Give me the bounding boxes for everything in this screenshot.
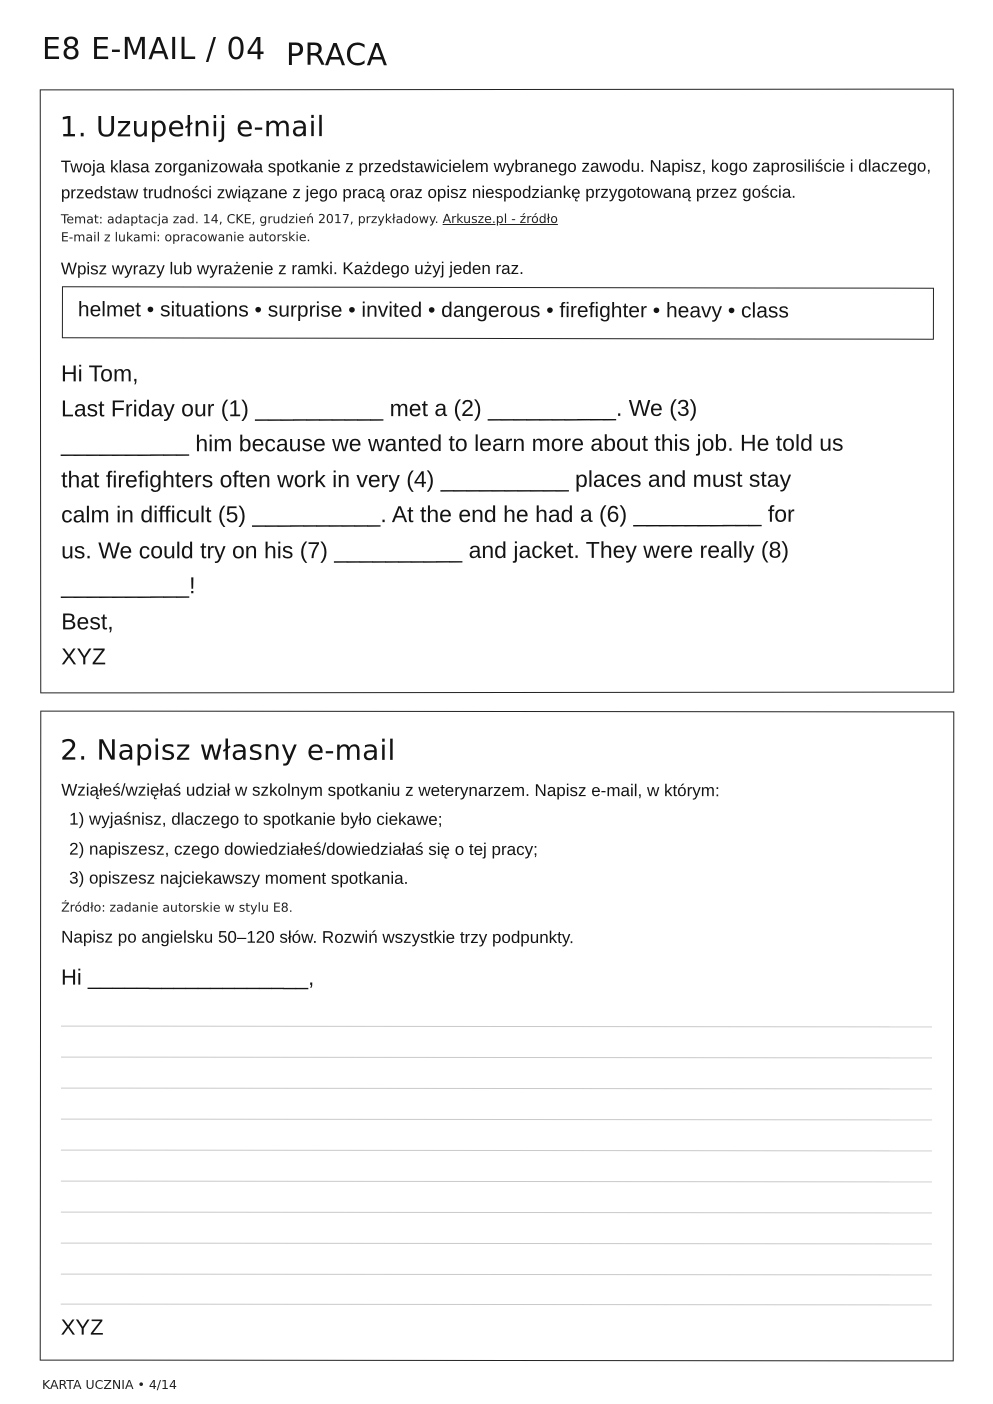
worksheet-code: E8 E-MAIL / 04	[42, 32, 266, 67]
task1-panel	[40, 89, 955, 694]
writing-line[interactable]	[61, 1274, 932, 1276]
task2-source: Źródło: zadanie autorskie w stylu E8.	[61, 899, 293, 915]
email-line: Last Friday our (1) __________ met a (2) __________. We (3)	[61, 394, 698, 422]
task2-signature: XYZ	[60, 1314, 104, 1340]
task1-instruction: Twoja klasa zorganizowała spotkanie z przedstawicielem wybranego zawodu. Napisz, kogo zaprosiliście i dlaczego, przedstaw trudności związane z jego pracą oraz opisz niespodziankę przygotowaną przez gościa.	[60, 156, 932, 203]
task1-source-line	[61, 210, 558, 227]
task2-point-3: 3) opiszesz najciekawszy moment spotkania.	[69, 868, 409, 888]
page-footer: KARTA UCZNIA • 4/14	[42, 1377, 177, 1392]
email-line: that firefighters often work in very (4) __________ places and must stay	[61, 465, 792, 493]
task2-title: 2. Napisz własny e-mail	[60, 733, 396, 767]
word-bank-box	[62, 286, 934, 340]
writing-line[interactable]	[61, 1181, 932, 1183]
task1-source-text: Temat: adaptacja zad. 14, CKE, grudzień 2017, przykładowy.	[60, 211, 439, 227]
writing-line[interactable]	[61, 1119, 932, 1121]
writing-line[interactable]	[61, 1150, 932, 1152]
task1-source-note: E-mail z lukami: opracowanie autorskie.	[60, 229, 311, 245]
email-line: XYZ	[61, 643, 106, 670]
task1-box-instruction: Wpisz wyrazy lub wyrażenie z ramki. Każdego użyj jeden raz.	[60, 258, 524, 279]
worksheet-topic: PRACA	[286, 38, 388, 73]
email-line: calm in difficult (5) __________. At the end he had a (6) __________ for	[61, 500, 795, 528]
task2-point-2: 2) napiszesz, czego dowiedziałeś/dowiedziałaś się o tej pracy;	[69, 839, 538, 860]
writing-line[interactable]	[61, 1304, 932, 1306]
task1-title: 1. Uzupełnij e-mail	[59, 110, 325, 144]
word-bank: helmet • situations • surprise • invited • dangerous • firefighter • heavy • class	[77, 298, 789, 323]
writing-line[interactable]	[61, 1057, 932, 1059]
email-line: us. We could try on his (7) __________ and jacket. They were really (8)	[61, 536, 790, 564]
email-line: Hi Tom,	[60, 360, 139, 387]
writing-line[interactable]	[61, 1088, 932, 1090]
email-line: __________ him because we wanted to learn more about this job. He told us	[61, 429, 844, 457]
task2-instruction: Wziąłeś/wzięłaś udział w szkolnym spotkaniu z weterynarzem. Napisz e-mail, w którym:	[61, 780, 720, 801]
email-line: __________!	[61, 572, 196, 599]
task2-panel	[40, 711, 955, 1362]
task2-greeting: Hi __________________,	[61, 964, 315, 990]
writing-line[interactable]	[61, 1243, 932, 1245]
task2-point-1: 1) wyjaśnisz, dlaczego to spotkanie było ciekawe;	[69, 809, 443, 829]
task1-source-link[interactable]: Arkusze.pl - źródło	[442, 210, 558, 227]
task2-word-limit: Napisz po angielsku 50–120 słów. Rozwiń wszystkie trzy podpunkty.	[61, 927, 574, 948]
writing-line[interactable]	[61, 1026, 932, 1028]
writing-line[interactable]	[61, 1212, 932, 1214]
email-line: Best,	[61, 608, 114, 635]
